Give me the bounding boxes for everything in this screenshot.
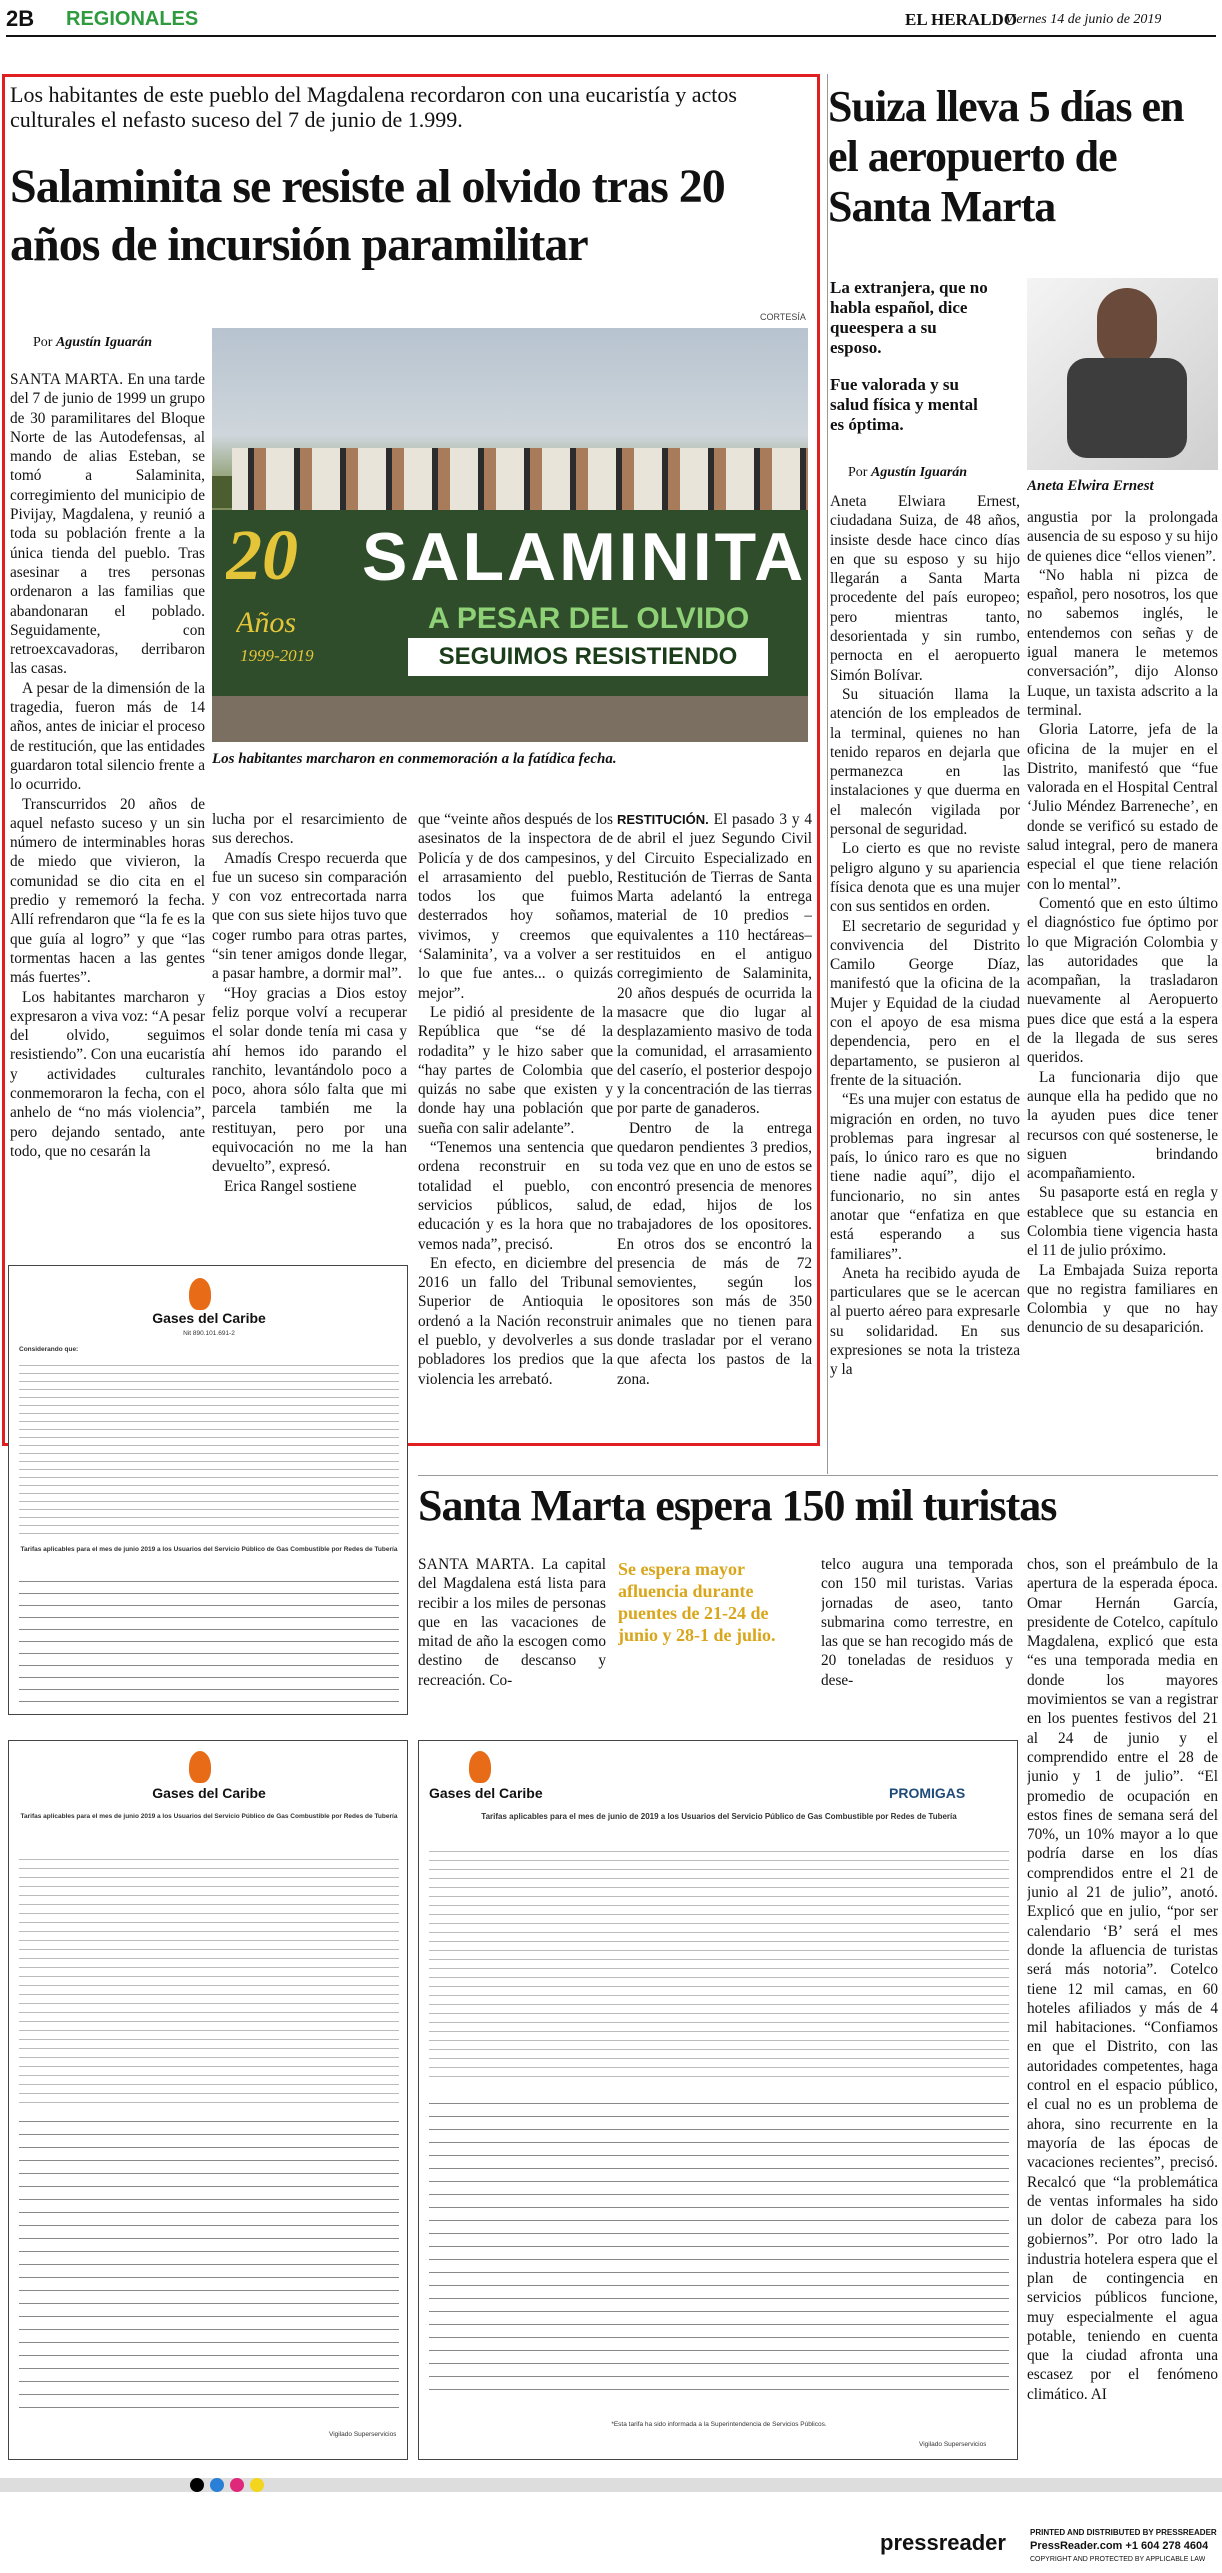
issue-date: Viernes 14 de junio de 2019 xyxy=(1005,12,1162,27)
lead-column-4: RESTITUCIÓN. El pasado 3 y 4 de abril el juez Segundo Civil del Circuito Especializado en Restitución de Tierras de Santa Marta adelantó la entrega material de 10 predios –equivalentes a 110 hectáreas– restituidos en el antiguo corregimiento de Salaminita, 20 años después de ocurrida la masacre que dio lugar al desplazamiento masivo de toda la comunidad, el arrasamiento del caserío, el posterior despojo y la concentración de las tierras por parte de ganaderos. Dentro de la entrega quedaron pendientes 3 predios, toda vez que en uno de estos se encontró presencia de menores de edad, hijos de los trabajadores de los opositores. En otros dos se encontró la presencia de más de 72 semovientes, según los opositores son más de 350 animales que no tienen para donde trasladar por el verano que afecta los pastos de la zona. xyxy=(617,811,812,1388)
lead-column-2: lucha por el resarcimiento de sus derechos. Amadís Crespo recuerda que fue un suceso sin comparación y con voz entrecortada narra que con sus siete hijos tuvo que coger rumbo para otras partes, “sin tener amigos donde llegar, a pasar hambre, a dormir mal”. “Hoy gracias a Dios estoy feliz porque volví a recuperar el solar donde tenía mi casa y ahí hemos ido parando el ranchito, levantándolo poco a poco, ahora sólo falta que mi parcela también me la restituyan, pero por una equivocación no me la han devuelto”, expresó. Erica Rangel sostiene xyxy=(212,811,407,1195)
promigas-logo: PROMIGAS xyxy=(889,1785,966,1801)
ad-nit: Nit 890.101.691-2 xyxy=(183,1330,235,1337)
column-divider xyxy=(827,74,828,1474)
newspaper-page: 2B REGIONALES EL HERALDO Viernes 14 de junio de 2019 Los habitantes de este pueblo del Magdalena recordaron con una eucaristía y actos culturales el nefasto suceso del 7 de junio de 1.999. Salaminita se resiste al olvido tras 20 años de incursión paramilitar Por Agustín Iguarán CORTESÍA 20 Años 1999-2019 SALAMINITA A PESAR DEL OLVIDO SEGUIMOS RESISTIENDO Los habitantes marcharon en conmemoración a la fatídica fecha. SANTA MARTA. En una tarde del 7 de junio de 1999 un grupo de 30 paramilitares del Bloque Norte de las Autodefensas, al mando de alias Esteban, se tomó a Salaminita, corregimiento del municipio de Pivijay, Magdalena, y reunió a toda su población frente a la única tienda del pueblo. Tras asesinar a tres personas ordenaron a las familias que abandonaran el poblado. Seguidamente, con retroexcavadoras, derribaron las casas. A pesar de la dimensión de la tragedia, fueron más de 14 años, antes de iniciar el proceso de restitución, que las entidades guardaron total silencio frente a lo ocurrido. Transcurridos 20 años de aquel nefasto suceso y un sin número de interminables horas de miedo que vivieron, la comunidad se dio cita en el predio y rememoró la fecha. Allí refrendaron que “la fe es la que guía al logro” y que “las tormentas hacen a las gentes más fuertes”. Los habitantes marcharon y expresaron a viva voz: “A pesar del olvido, seguimos resistiendo”. Con una eucaristía y actividades culturales conmemoraron la fecha, con el anhelo de “no más violencia”, pero dejando sentado, ante todo, que no cesarán la lucha por el resarcimiento de sus derechos. Amadís Crespo recuerda que fue un suceso sin comparación y con voz entrecortada narra que con sus siete hijos tuvo que coger rumbo para otras partes, “sin tener amigos donde llegar, a pasar hambre, a dormir mal”. “Hoy gracias a Dios estoy feliz porque volví a recuperar el solar donde tenía mi casa y ahí hemos ido parando el ranchito, levantándolo poco a poco, ahora sólo falta que mi parcela también me la restituyan, pero por una equivocación no me la han devuelto”, expresó. Erica Rangel sostiene que “veinte años después de los asesinatos de la inspectora de Policía y de dos campesinos, y el arrasamiento del pueblo, todos los que fuimos desterrados hoy soñamos, vivimos, y creemos que ‘Salaminita’, va a volver a ser lo que fue antes... o quizás mejor”. Le pidió al presidente de la República que “se dé la rodadita” y le hizo saber que “hay partes de Colombia que quizás no sabe que existen y donde hay una población que sueña con salir adelante”. “Tenemos una sentencia que ordena reconstruir en su totalidad el pueblo, con servicios públicos, salud, educación y es la hora que no vemos nada”, precisó. En efecto, en diciembre del 2016 un fallo del Tribunal Superior de Antioquia le ordenó a la Nación reconstruir el pueblo, y devolverles a sus pobladores los predios que la violencia les arrebató. RESTITUCIÓN. El pasado 3 y 4 de abril el juez Segundo Civil del Circuito Especializado en Restitución de Tierras de Santa Marta adelantó la entrega material de 10 predios –equivalentes a 110 hectáreas– restituidos en el antiguo corregimiento de Salaminita, 20 años después de ocurrida la masacre que dio lugar al desplazamiento masivo de toda la comunidad, el arrasamiento del caserío, el posterior despojo y la concentración de las tierras por parte de ganaderos. Dentro de la entrega quedaron pendientes 3 predios, toda vez que en uno de estos se encontró presencia de menores de edad, hijos de los trabajadores de los opositores. En otros dos se encontró la presencia de más de 72 semovientes, según los opositores son más de 350 animales que no tienen para donde trasladar por el verano que afecta los pastos de la zona. Suiza lleva 5 días en el aeropuerto de Santa Marta La extranjera, que no habla español, dice queespera a su esposo. Fue valorada y su salud física y mental es óptima. Por Agustín Iguarán Aneta Elwira Ernest Aneta Elwiara Ernest, ciudadana Suiza, de 48 años, insiste desde hace cinco días en que su esposo y su hijo llegarán a Santa Marta procedente del país europeo; pero mientras tanto, desorientada y sin rumbo, pernocta en el aeropuerto Simón Bolívar. Su situación llama la atención de los empleados de la terminal, quienes no han tenido reparos en dejarla que permanezca en las instalaciones y que duerma en el malecón vigilada por personal de seguridad. Lo cierto es que no reviste peligro alguno y su apariencia física denota que es una mujer con sus sentidos en orden. El secretario de seguridad y convivencia del Distrito Camilo George Díaz, manifestó que la oficina de la Mujer y Equidad de la ciudad con el apoyo de esa misma dependencia, pero en el departamento, se pusieron al frente de la situación. “Es una mujer con estatus de migración en orden, no tuvo problemas para ingresar al país, lo único raro es que no tiene nadie aquí”, dijo el funcionario, no sin antes anotar que “enfatiza en que está esperando a sus familiares”. Aneta ha recibido ayuda de particulares que se le acercan al puerto aéreo para expresarle su solidaridad. En sus expresiones se nota la tristeza y la angustia por la prolongada ausencia de su esposo y su hijo de quienes dice “ellos vienen”. “No habla ni pizca de español, pero nosotros, los que no sabemos inglés, le entendemos con señas y de igual manera le metemos conversación”, dijo Alonso Luque, un taxista adscrito a la terminal. Gloria Latorre, jefa de la oficina de la mujer en el Distrito, manifestó que “fue valorada en el Hospital Central ‘Julio Méndez Barreneche’, en donde se verificó su estado de salud integral, pero de manera especial el que tiene relación con lo mental”. Comentó que en esto último el diagnóstico fue óptimo por lo que Migración Colombia y las autoridades que la acompañan, la trasladaron nuevamente al Aeropuerto pues dice que está a la espera de la llegada de sus seres queridos. La funcionaria dijo que aunque ella ha pedido que no la ayuden pues dice tener recursos con qué sostenerse, le siguen brindando acompañamiento. Su pasaporte está en regla y establece que su estancia en Colombia tiene vigencia hasta el 11 de julio próximo. La Embajada Suiza reporta que no registra familiares en Colombia y que no hay denuncio de su desaparición. Gases del Caribe Nit 890.101.691-2 Considerando que: Tarifas aplicables para el mes de junio 2019 a los Usuarios del Servicio Público de Gas Combustible por Redes de Tubería Santa Marta espera 150 mil turistas SANTA MARTA. La capital del Magdalena está lista para recibir a los miles de personas que en las vacaciones de mitad de año la escogen como destino de descanso y recreación. Co- Se espera mayor afluencia durante puentes de 21-24 de junio y 28-1 de julio. telco augura una temporada con 150 mil turistas. Varias jornadas de aseo, tanto submarina como terrestre, en las que se han recogido más de 20 toneladas de residuos y dese- chos, son el preámbulo de la apertura de la esperada época. Omar Hernán García, presidente de Cotelco, capítulo Magdalena, explicó que esta “es una temporada media en donde los mayores movimientos se van a registrar en los puentes festivos del 21 al 24 de junio y el comprendido entre el 28 de junio y 1 de julio”. “El promedio de ocupación en estos fines de semana será del 70%, un 10% mayor a lo que podría darse en los días comprendidos entre el 21 de junio al 21 de julio”, anotó. Explicó que en julio, “por ser calendario ‘B’ será el mes donde la afluencia de turistas será más notoria”. Cotelco tiene 12 mil camas, en 60 hoteles afiliados y más de 4 mil habitaciones. “Confiamos en que el Distrito, con las autoridades competentes, haga control en el espacio público, el cual no es un problema de ahora, sino recurrente en la mayoría de las épocas de vacaciones recientes”, precisó. Recalcó que “la problemática de ventas informales ha sido un dolor de cabeza para los gobiernos”. Por otro lado la industria hotelera espera que el plan de contingencia en servicios públicos funcione, muy especialmente el agua potable, teniendo en cuenta que la ciudad afronta una escasez por el fenómeno climático. AI Gases del Caribe Tarifas aplicables para el mes de junio 2019 a los Usuarios del Servicio Público de Gas Combustible por Redes de Tubería Vigilado Superservicios Gases del Caribe PROMIGAS Tarifas aplicables para el mes de junio de 2019 a los Usuarios del Servicio Público de Gas Combustible por Redes de Tubería *Esta tarifa ha sido informada a la Superintendencia de Servicios Públicos. Vigilado Superservicios pressreader PRINTED AND DISTRIBUTED BY PRESSREADER PressReader.com +1 604 278 4604 COPYRIGHT AND PROTECTED BY APPLICABLE LAW xyxy=(0,0,1222,2573)
march-photo xyxy=(212,328,808,742)
page-number: 2B xyxy=(6,6,35,31)
lead-column-3: que “veinte años después de los asesinatos de la inspectora de Policía y de dos campesinos, y el arrasamiento del pueblo, todos los que fuimos desterrados hoy soñamos, vivimos, y creemos que ‘Salaminita’, va a volver a ser lo que fue antes... o quizás mejor”. Le pidió al presidente de la República que “se dé la rodadita” y le hizo saber que “hay partes de Colombia que quizás no sabe que existen y donde hay una población que sueña con salir adelante”. “Tenemos una sentencia que ordena reconstruir en su totalidad el pueblo, con servicios públicos, salud, educación y es la hora que no vemos nada”, precisó. En efecto, en diciembre del 2016 un fallo del Tribunal Superior de Antioquia le ordenó a la Nación reconstruir el pueblo, y devolverles a sus pobladores los predios que la violencia les arrebató. xyxy=(418,811,613,1388)
header-rule xyxy=(6,35,1216,37)
suiza-column-2: angustia por la prolongada ausencia de su esposo y su hijo de quienes dice “ellos vienen”. “No habla ni pizca de español, pero nosotros, los que no sabemos inglés, le entendemos con señas y de igual manera le metemos conversación”, dijo Alonso Luque, un taxista adscrito a la terminal. Gloria Latorre, jefa de la oficina de la mujer en el Distrito, manifestó que “fue valorada en el Hospital Central ‘Julio Méndez Barreneche’, en donde se verificó su estado de salud integral, pero de manera especial el que tiene relación con lo mental”. Comentó que en esto último el diagnóstico fue óptimo por lo que Migración Colombia y las autoridades que la acompañan, la trasladaron nuevamente al Aeropuerto pues dice que está a la espera de la llegada de sus seres queridos. La funcionaria dijo que aunque ella ha pedido que no la ayuden pues dice tener recursos con qué sostenerse, le siguen brindando acompañamiento. Su pasaporte está en regla y establece que su estancia en Colombia tiene vigencia hasta el 11 de julio próximo. La Embajada Suiza reporta que no registra familiares en Colombia y que no hay denuncio de su desaparición. xyxy=(1027,509,1218,1337)
lead-kicker: Los habitantes de este pueblo del Magdalena recordaron con una eucaristía y actos culturales el nefasto suceso del 7 de junio de 1.999. xyxy=(10,82,737,132)
lead-byline: Por Agustín Iguarán xyxy=(33,335,153,350)
woman-photo xyxy=(1027,278,1218,470)
tariff-ad-center: Gases del Caribe PROMIGAS Tarifas aplicables para el mes de junio de 2019 a los Usuarios del Servicio Público de Gas Combustible por Redes de Tubería *Esta tarifa ha sido informada a la Superintendencia de Servicios Públicos. Vigilado Superservicios xyxy=(418,1740,1018,2460)
ad-considerando: Considerando que: xyxy=(19,1346,79,1353)
tariff-ad-small xyxy=(8,1265,408,1715)
lead-column-1: SANTA MARTA. En una tarde del 7 de junio de 1999 un grupo de 30 paramilitares del Bloque Norte de las Autodefensas, al mando de alias Esteban, se tomó a Salaminita, corregimiento del municipio de Pivijay, Magdalena, y reunió a toda su población frente a la única tienda del pueblo. Tras asesinar a tres personas ordenaron a las familias que abandonaran el poblado. Seguidamente, con retroexcavadoras, derribaron las casas. A pesar de la dimensión de la tragedia, fueron más de 14 años, antes de iniciar el proceso de restitución, que las entidades guardaron total silencio frente a lo ocurrido. Transcurridos 20 años de aquel nefasto suceso y un sin número de interminables horas de miedo que vivieron, la comunidad se dio cita en el predio y rememoró la fecha. Allí refrendaron que “la fe es la que guía al logro” y que “las tormentas hacen a las gentes más fuertes”. Los habitantes marcharon y expresaron a viva voz: “A pesar del olvido, seguimos resistiendo”. Con una eucaristía y actividades culturales conmemoraron la fecha, con el anhelo de “no más violencia”, pero dejando sentado, ante todo, que no cesarán la xyxy=(10,371,205,1160)
registration-strip xyxy=(0,2478,1222,2492)
ad-title: Tarifas aplicables para el mes de junio 2019 a los Usuarios del Servicio Público de Gas Combustible por Redes de Tubería xyxy=(20,1546,398,1553)
photo-caption: Los habitantes marcharon en conmemoración a la fatídica fecha. xyxy=(212,751,617,767)
turistas-column-3: chos, son el preámbulo de la apertura de la esperada época. Omar Hernán García, presidente de Cotelco, capítulo Magdalena, explicó que esta “es una temporada media en donde los mayores movimientos se van a registrar en los puentes festivos del 21 al 24 de junio y el comprendido entre el 28 de junio y 1 de julio”. “El promedio de ocupación en estos fines de semana será del 70%, un 10% mayor a lo que podría darse en los días comprendidos entre el 21 de junio al 21 de julio”, anotó. Explicó que en julio, “por ser calendario ‘B’ será el mes donde la afluencia de turistas será más notoria”. Cotelco tiene 12 mil camas, en 60 hoteles afiliados y más de 4 mil habitaciones. “Confiamos en que el Distrito, con las autoridades competentes, haga control en el espacio público, el cual no es un problema de ahora, sino recurrente en la mayoría de las épocas de vacaciones recientes”, precisó. Recalcó que “la problemática de ventas informales ha sido un dolor de cabeza para los gobiernos”. Por otro lado la industria hotelera espera que el plan de contingencia en servicios públicos funcione, muy especialmente el agua potable, teniendo en cuenta que la ciudad afronta una escasez por el fenómeno climático. AI xyxy=(1027,1556,1218,2403)
ad-brand: Gases del Caribe xyxy=(152,1310,266,1326)
suiza-headline: Suiza lleva 5 días en el aeropuerto de Santa Marta xyxy=(828,82,1184,231)
turistas-column-1: SANTA MARTA. La capital del Magdalena está lista para recibir a los miles de personas que en las vacaciones de mitad de año la escogen como destino de descanso y recreación. Co- xyxy=(418,1556,606,1689)
turistas-headline: Santa Marta espera 150 mil turistas xyxy=(418,1481,1057,1530)
paper-name: EL HERALDO xyxy=(905,10,1017,29)
section-name: REGIONALES xyxy=(66,8,199,30)
turistas-pullquote: Se espera mayor afluencia durante puentes de 21-24 de junio y 28-1 de julio. xyxy=(618,1559,776,1645)
flame-icon xyxy=(189,1751,211,1783)
suiza-column-1: Aneta Elwiara Ernest, ciudadana Suiza, de 48 años, insiste desde hace cinco días en que su esposo y su hijo llegarán a Santa Marta procedente del país europeo; pero mientras tanto, desorientada y sin rumbo, pernocta en el aeropuerto Simón Bolívar. Su situación llama la atención de los empleados de la terminal, quienes no han tenido reparos en dejarla que permanezca en las instalaciones y que duerma en el malecón vigilada por personal de seguridad. Lo cierto es que no reviste peligro alguno y su apariencia física denota que es una mujer con sus sentidos en orden. El secretario de seguridad y convivencia del Distrito Camilo George Díaz, manifestó que la oficina de la Mujer y Equidad de la ciudad con el apoyo de esa misma dependencia, pero en el departamento, se pusieron al frente de la situación. “Es una mujer con estatus de migración en orden, no tuvo problemas para ingresar al país, lo único raro es que no tiene nadie aquí”, dijo el funcionario, no sin antes anotar que “enfatiza en que está esperando a sus familiares”. Aneta ha recibido ayuda de particulares que se le acercan al puerto aéreo para expresarle su solidaridad. En sus expresiones se nota la tristeza y la xyxy=(830,493,1020,1379)
crowd xyxy=(232,448,808,510)
flame-icon xyxy=(189,1278,211,1310)
memorial-banner: 20 Años 1999-2019 SALAMINITA A PESAR DEL OLVIDO SEGUIMOS RESISTIENDO xyxy=(212,510,808,696)
lead-headline: Salaminita se resiste al olvido tras 20 años de incursión paramilitar xyxy=(10,160,725,271)
turistas-column-2: telco augura una temporada con 150 mil turistas. Varias jornadas de aseo, tanto submarina como terrestre, en las que se han recogido más de 20 toneladas de residuos y dese- xyxy=(821,1556,1013,1689)
suiza-deck-2: Fue valorada y su salud física y mental es óptima. xyxy=(830,375,978,434)
pressreader-logo: pressreader xyxy=(880,2530,1006,2555)
woman-caption: Aneta Elwira Ernest xyxy=(1027,478,1154,494)
suiza-byline: Por Agustín Iguarán xyxy=(848,465,968,480)
ad-fine-print xyxy=(19,1360,399,1540)
flame-icon xyxy=(469,1751,491,1783)
ad-table xyxy=(19,1570,399,1704)
tariff-ad-left: Gases del Caribe Tarifas aplicables para el mes de junio 2019 a los Usuarios del Servicio Público de Gas Combustible por Redes de Tubería Vigilado Superservicios xyxy=(8,1740,408,2460)
photo-credit: CORTESÍA xyxy=(760,312,806,322)
section-divider xyxy=(418,1475,1218,1476)
suiza-deck-1: La extranjera, que no habla español, dice queespera a su esposo. xyxy=(830,278,988,357)
